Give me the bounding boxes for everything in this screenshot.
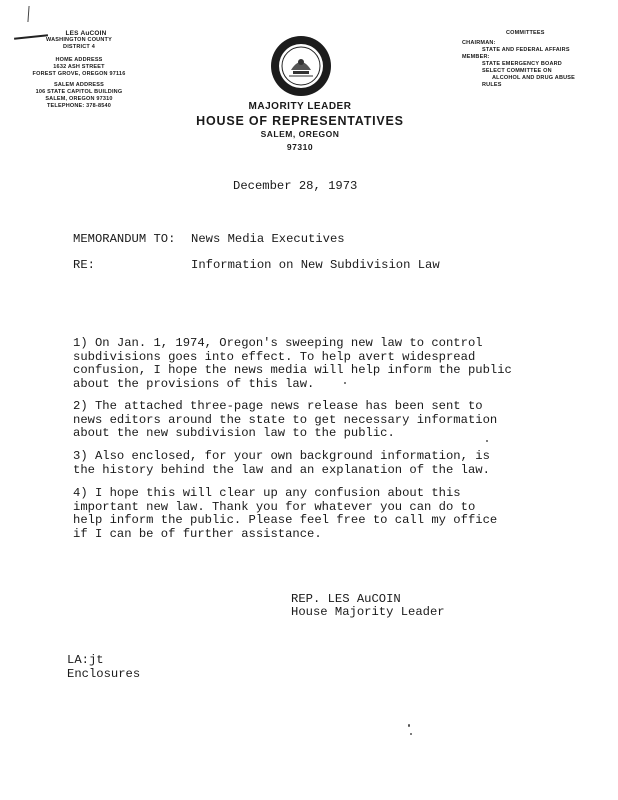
pen-mark bbox=[27, 6, 29, 22]
enclosures-note: Enclosures bbox=[67, 667, 141, 681]
home-city: FOREST GROVE, OREGON 97116 bbox=[32, 71, 126, 77]
member-label: MEMBER: bbox=[462, 54, 490, 60]
heading-city: SALEM, OREGON bbox=[260, 129, 340, 139]
state-seal bbox=[269, 34, 333, 98]
signature-name: REP. LES AuCOIN bbox=[291, 592, 401, 606]
member-committee-4: RULES bbox=[482, 82, 502, 88]
chairman-committee: STATE AND FEDERAL AFFAIRS bbox=[482, 47, 570, 53]
letterhead-left bbox=[24, 30, 134, 110]
typist-initials: LA:jt bbox=[67, 653, 104, 667]
member-committee-1: STATE EMERGENCY BOARD bbox=[482, 61, 562, 67]
salem-address-label: SALEM ADDRESS bbox=[53, 82, 105, 88]
home-street: 1632 ASH STREET bbox=[53, 64, 105, 70]
memo-date: December 28, 1973 bbox=[233, 179, 358, 193]
heading-zip: 97310 bbox=[286, 142, 314, 152]
paragraph-1: 1) On Jan. 1, 1974, Oregon's sweeping new law to control subdivisions goes into effect. To help avert widespread confusion, I hope the news media will help inform the public about the provisions of this law. bbox=[73, 336, 512, 391]
scan-speck bbox=[408, 724, 410, 727]
heading-house: HOUSE OF REPRESENTATIVES bbox=[196, 114, 404, 128]
chairman-label: CHAIRMAN: bbox=[462, 40, 496, 46]
salem-street: 106 STATE CAPITOL BUILDING bbox=[35, 89, 123, 95]
rep-county: WASHINGTON COUNTY bbox=[46, 37, 112, 43]
scan-speck bbox=[410, 733, 412, 735]
member-committee-3: ALCOHOL AND DRUG ABUSE bbox=[492, 75, 576, 81]
paragraph-4: 4) I hope this will clear up any confusion about this important new law. Thank you for whatever you can do to help inform the public. Please feel free to call my office if I can be of further assistance. bbox=[73, 486, 498, 541]
scan-speck bbox=[344, 382, 346, 384]
re-value: Information on New Subdivision Law bbox=[191, 258, 440, 272]
rep-name: LES AuCOIN bbox=[65, 30, 107, 37]
home-address-label: HOME ADDRESS bbox=[55, 57, 103, 63]
to-label: MEMORANDUM TO: bbox=[73, 232, 176, 246]
re-label: RE: bbox=[73, 258, 95, 272]
to-value: News Media Executives bbox=[191, 232, 345, 246]
salem-city: SALEM, OREGON 97310 bbox=[45, 96, 113, 102]
member-committee-2: SELECT COMMITTEE ON bbox=[482, 68, 552, 74]
heading-title: MAJORITY LEADER bbox=[248, 101, 352, 112]
scan-speck bbox=[486, 440, 488, 442]
paragraph-3: 3) Also enclosed, for your own background information, is the history behind the law and an explanation of the law. bbox=[73, 449, 490, 477]
signature-title: House Majority Leader bbox=[291, 605, 445, 619]
rep-district: DISTRICT 4 bbox=[63, 44, 95, 50]
letterhead-right bbox=[462, 30, 602, 89]
paragraph-2: 2) The attached three-page news release has been sent to news editors around the state to get necessary information about the new subdivision law to the public. bbox=[73, 399, 498, 440]
committees-title: COMMITTEES bbox=[506, 30, 545, 36]
telephone: TELEPHONE: 378-8540 bbox=[46, 103, 112, 109]
seal-icon bbox=[269, 34, 333, 98]
